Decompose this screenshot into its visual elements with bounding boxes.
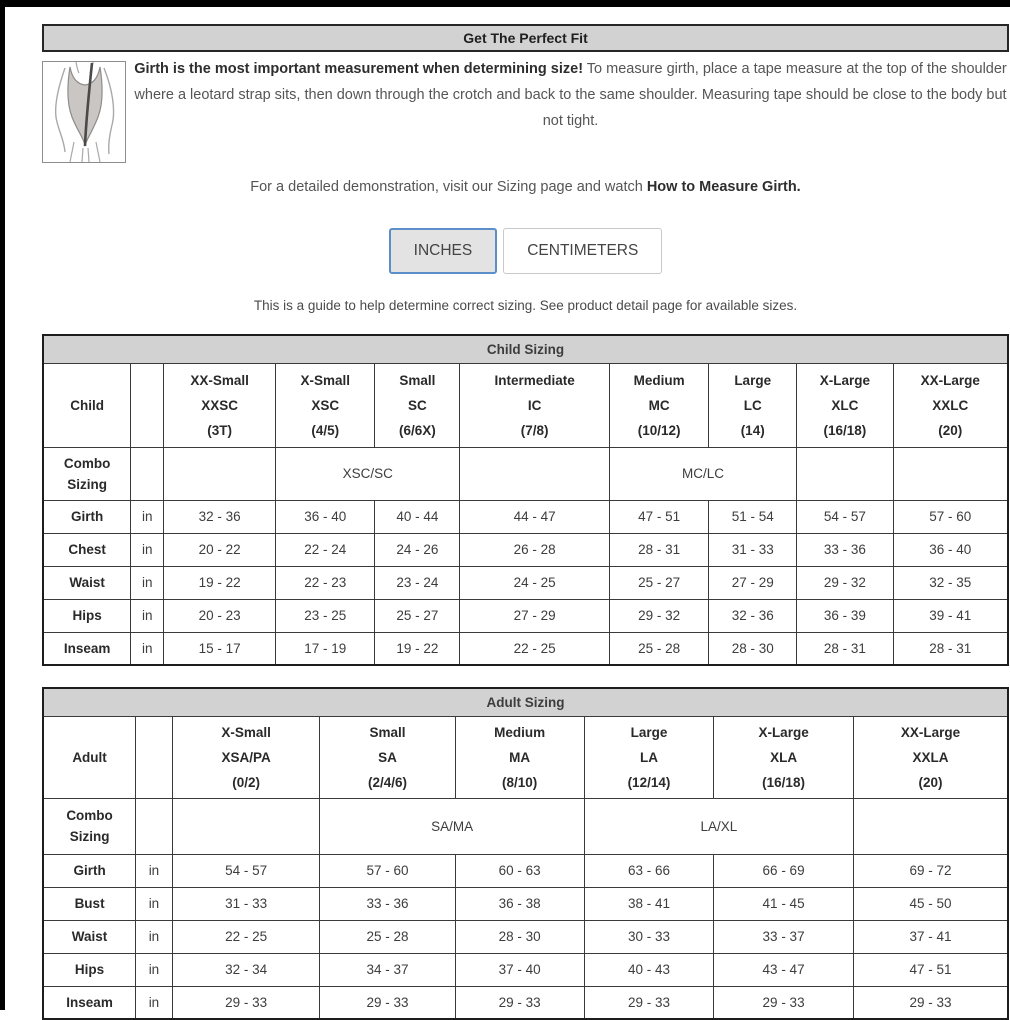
size-value-cell: 26 - 28 — [460, 533, 610, 566]
size-value-cell: 63 - 66 — [584, 854, 713, 887]
girth-intro-bold: Girth is the most important measurement when determining size! — [134, 61, 584, 77]
size-value-cell: 29 - 33 — [455, 986, 584, 1019]
size-value-cell: 29 - 33 — [172, 986, 320, 1019]
size-column-header — [276, 363, 375, 447]
size-column-header-line: Small — [369, 724, 406, 740]
combo-cell: XSC/SC — [276, 447, 460, 500]
combo-cell — [164, 447, 276, 500]
size-value-cell: 27 - 29 — [709, 566, 797, 599]
size-value-cell: 24 - 26 — [375, 533, 460, 566]
size-value-cell: 17 - 19 — [276, 632, 375, 665]
demo-bold: How to Measure Girth. — [646, 179, 801, 195]
size-value-cell: 27 - 29 — [460, 599, 610, 632]
size-value-cell: 33 - 36 — [320, 887, 455, 920]
size-column-header-line: (12/14) — [627, 774, 671, 790]
size-value-cell: 33 - 37 — [714, 920, 854, 953]
size-value-cell: 41 - 45 — [714, 887, 854, 920]
size-value-cell: 25 - 27 — [375, 599, 460, 632]
size-value-cell: 28 - 30 — [709, 632, 797, 665]
size-value-cell: 47 - 51 — [609, 500, 708, 533]
table-title: Child Sizing — [43, 335, 1008, 363]
row-label — [43, 447, 131, 500]
unit-cell: in — [131, 533, 164, 566]
size-value-cell: 19 - 22 — [375, 632, 460, 665]
size-column-header-line: MC — [648, 397, 670, 413]
size-column-header-line: Small — [399, 372, 436, 388]
size-value-cell: 37 - 40 — [455, 953, 584, 986]
size-column-header-line: (0/2) — [232, 774, 260, 790]
size-column-header-line: SA — [378, 749, 397, 765]
size-value-cell: 54 - 57 — [797, 500, 894, 533]
size-column-header — [709, 363, 797, 447]
size-column-header — [797, 363, 894, 447]
combo-cell — [893, 447, 1008, 500]
size-column-header-line: Intermediate — [494, 372, 575, 388]
size-value-cell: 31 - 33 — [709, 533, 797, 566]
table-title: Adult Sizing — [43, 688, 1008, 716]
window-top-edge — [0, 0, 1010, 7]
unit-cell — [131, 447, 164, 500]
size-value-cell: 36 - 39 — [797, 599, 894, 632]
row-label: Child — [43, 363, 131, 447]
size-column-header-line: X-Large — [758, 724, 809, 740]
size-column-header-line: XSA/PA — [221, 749, 271, 765]
size-value-cell: 66 - 69 — [714, 854, 854, 887]
size-value-cell: 20 - 22 — [164, 533, 276, 566]
size-value-cell: 32 - 36 — [709, 599, 797, 632]
row-label: Hips — [43, 953, 136, 986]
row-label: Adult — [43, 716, 136, 798]
row-label: Hips — [43, 599, 131, 632]
size-value-cell: 22 - 25 — [172, 920, 320, 953]
size-value-cell: 36 - 40 — [276, 500, 375, 533]
size-value-cell: 25 - 28 — [609, 632, 708, 665]
combo-cell — [854, 798, 1008, 854]
size-value-cell: 32 - 35 — [893, 566, 1008, 599]
size-column-header-line: Medium — [494, 724, 546, 740]
size-column-header-line: (4/5) — [311, 422, 340, 438]
unit-cell: in — [136, 953, 173, 986]
row-label: Waist — [43, 920, 136, 953]
size-column-header-line: XXSC — [201, 397, 238, 413]
size-column-header-line: (6/6X) — [399, 422, 436, 438]
size-value-cell: 43 - 47 — [714, 953, 854, 986]
adult-sizing-table — [42, 687, 1009, 1020]
unit-cell — [136, 798, 173, 854]
size-value-cell: 24 - 25 — [460, 566, 610, 599]
size-value-cell: 19 - 22 — [164, 566, 276, 599]
size-column-header-line: (3T) — [207, 422, 232, 438]
combo-cell — [460, 447, 610, 500]
size-column-header-line: (16/18) — [762, 774, 805, 790]
size-value-cell: 15 - 17 — [164, 632, 276, 665]
size-column-header-line: SC — [408, 397, 427, 413]
size-value-cell: 23 - 24 — [375, 566, 460, 599]
size-value-cell: 40 - 44 — [375, 500, 460, 533]
size-column-header-line: XLC — [831, 397, 859, 413]
size-column-header — [854, 716, 1008, 798]
size-column-header — [375, 363, 460, 447]
unit-cell: in — [131, 500, 164, 533]
combo-cell — [172, 798, 320, 854]
size-value-cell: 22 - 24 — [276, 533, 375, 566]
size-column-header-line: XLA — [770, 749, 798, 765]
size-value-cell: 39 - 41 — [893, 599, 1008, 632]
size-value-cell: 51 - 54 — [709, 500, 797, 533]
size-column-header-line: XX-Small — [190, 372, 249, 388]
size-value-cell: 54 - 57 — [172, 854, 320, 887]
size-value-cell: 29 - 32 — [797, 566, 894, 599]
size-value-cell: 20 - 23 — [164, 599, 276, 632]
unit-cell: in — [136, 887, 173, 920]
size-value-cell: 28 - 31 — [893, 632, 1008, 665]
size-column-header-line: Large — [734, 372, 772, 388]
girth-intro-paragraph — [126, 56, 1009, 134]
row-label: Chest — [43, 533, 131, 566]
size-column-header-line: LC — [743, 397, 762, 413]
size-column-header-line: LA — [639, 749, 658, 765]
inches-button[interactable]: INCHES — [389, 228, 498, 274]
size-value-cell: 32 - 34 — [172, 953, 320, 986]
leotard-girth-illustration — [42, 61, 126, 163]
size-value-cell: 22 - 23 — [276, 566, 375, 599]
size-column-header-line: Large — [630, 724, 668, 740]
size-value-cell: 29 - 33 — [584, 986, 713, 1019]
page-title — [42, 24, 1009, 52]
row-label: Girth — [43, 854, 136, 887]
size-column-header-line: (14) — [740, 422, 765, 438]
size-column-header-line: XX-Large — [920, 372, 980, 388]
size-value-cell: 28 - 31 — [797, 632, 894, 665]
window-left-edge — [0, 0, 5, 1010]
size-column-header-line: XXLC — [932, 397, 969, 413]
size-value-cell: 45 - 50 — [854, 887, 1008, 920]
combo-cell: SA/MA — [320, 798, 584, 854]
size-column-header — [893, 363, 1008, 447]
size-column-header-line: X-Small — [300, 372, 350, 388]
size-value-cell: 36 - 40 — [893, 533, 1008, 566]
size-column-header-line: (20) — [938, 422, 963, 438]
size-value-cell: 28 - 31 — [609, 533, 708, 566]
size-column-header — [714, 716, 854, 798]
size-column-header-line: IC — [527, 397, 542, 413]
size-value-cell: 28 - 30 — [455, 920, 584, 953]
size-value-cell: 25 - 28 — [320, 920, 455, 953]
size-column-header — [460, 363, 610, 447]
combo-cell: MC/LC — [609, 447, 796, 500]
size-value-cell: 57 - 60 — [320, 854, 455, 887]
size-value-cell: 25 - 27 — [609, 566, 708, 599]
size-column-header — [584, 716, 713, 798]
centimeters-button[interactable]: CENTIMETERS — [503, 228, 662, 274]
size-column-header — [609, 363, 708, 447]
unit-cell — [136, 716, 173, 798]
guide-note: This is a guide to help determine correct sizing. See product detail page for available sizes. — [253, 298, 798, 313]
size-column-header-line: MA — [509, 749, 531, 765]
size-column-header-line: XX-Large — [900, 724, 961, 740]
size-value-cell: 30 - 33 — [584, 920, 713, 953]
size-value-cell: 44 - 47 — [460, 500, 610, 533]
size-column-header-line: X-Small — [221, 724, 271, 740]
size-value-cell: 47 - 51 — [854, 953, 1008, 986]
size-value-cell: 33 - 36 — [797, 533, 894, 566]
row-label-line: Combo — [66, 808, 113, 823]
unit-cell: in — [136, 854, 173, 887]
girth-info-section — [42, 61, 1009, 163]
size-value-cell: 36 - 38 — [455, 887, 584, 920]
row-label — [43, 798, 136, 854]
size-column-header-line: XXLA — [912, 749, 949, 765]
size-value-cell: 31 - 33 — [172, 887, 320, 920]
demo-text: For a detailed demonstration, visit our Sizing page and watch — [250, 179, 647, 195]
size-value-cell: 29 - 33 — [854, 986, 1008, 1019]
leotard-figure-icon — [43, 62, 125, 162]
girth-intro-rest: To measure girth, place a tape measure at the top of the shoulder where a leotard strap sits, then down through the crotch and back to the same shoulder. Measuring tape should be close to the body but not tight. — [134, 61, 1007, 129]
row-label: Waist — [43, 566, 131, 599]
size-column-header-line: XSC — [311, 397, 340, 413]
size-column-header-line: Medium — [633, 372, 685, 388]
unit-cell: in — [136, 986, 173, 1019]
unit-cell: in — [131, 599, 164, 632]
row-label: Bust — [43, 887, 136, 920]
demo-line — [42, 179, 1009, 195]
size-value-cell: 34 - 37 — [320, 953, 455, 986]
row-label: Girth — [43, 500, 131, 533]
unit-cell: in — [136, 920, 173, 953]
unit-cell: in — [131, 632, 164, 665]
size-column-header-line: (2/4/6) — [367, 774, 407, 790]
size-column-header-line: (8/10) — [502, 774, 538, 790]
size-value-cell: 29 - 32 — [609, 599, 708, 632]
combo-cell — [797, 447, 894, 500]
size-column-header-line: (10/12) — [637, 422, 681, 438]
size-value-cell: 23 - 25 — [276, 599, 375, 632]
size-column-header — [455, 716, 584, 798]
row-label-line: Sizing — [69, 829, 110, 844]
sizing-guide-page — [42, 24, 1009, 1020]
size-column-header-line: (16/18) — [823, 422, 867, 438]
unit-cell: in — [131, 566, 164, 599]
size-column-header-line: X-Large — [819, 372, 870, 388]
row-label-line: Combo — [63, 455, 111, 471]
size-value-cell: 29 - 33 — [714, 986, 854, 1019]
size-value-cell: 38 - 41 — [584, 887, 713, 920]
size-column-header-line: (20) — [918, 774, 943, 790]
size-column-header — [172, 716, 320, 798]
row-label-line: Sizing — [67, 476, 108, 492]
row-label: Inseam — [43, 986, 136, 1019]
size-value-cell: 37 - 41 — [854, 920, 1008, 953]
size-column-header — [320, 716, 455, 798]
size-value-cell: 57 - 60 — [893, 500, 1008, 533]
unit-toggle — [42, 228, 1009, 274]
size-value-cell: 29 - 33 — [320, 986, 455, 1019]
size-column-header — [164, 363, 276, 447]
size-value-cell: 40 - 43 — [584, 953, 713, 986]
child-sizing-table — [42, 334, 1009, 666]
size-column-header-line: (7/8) — [520, 422, 549, 438]
unit-cell — [131, 363, 164, 447]
size-value-cell: 60 - 63 — [455, 854, 584, 887]
combo-cell: LA/XL — [584, 798, 853, 854]
size-value-cell: 22 - 25 — [460, 632, 610, 665]
size-value-cell: 32 - 36 — [164, 500, 276, 533]
page-title-text: Get The Perfect Fit — [463, 30, 588, 46]
size-value-cell: 69 - 72 — [854, 854, 1008, 887]
row-label: Inseam — [43, 632, 131, 665]
